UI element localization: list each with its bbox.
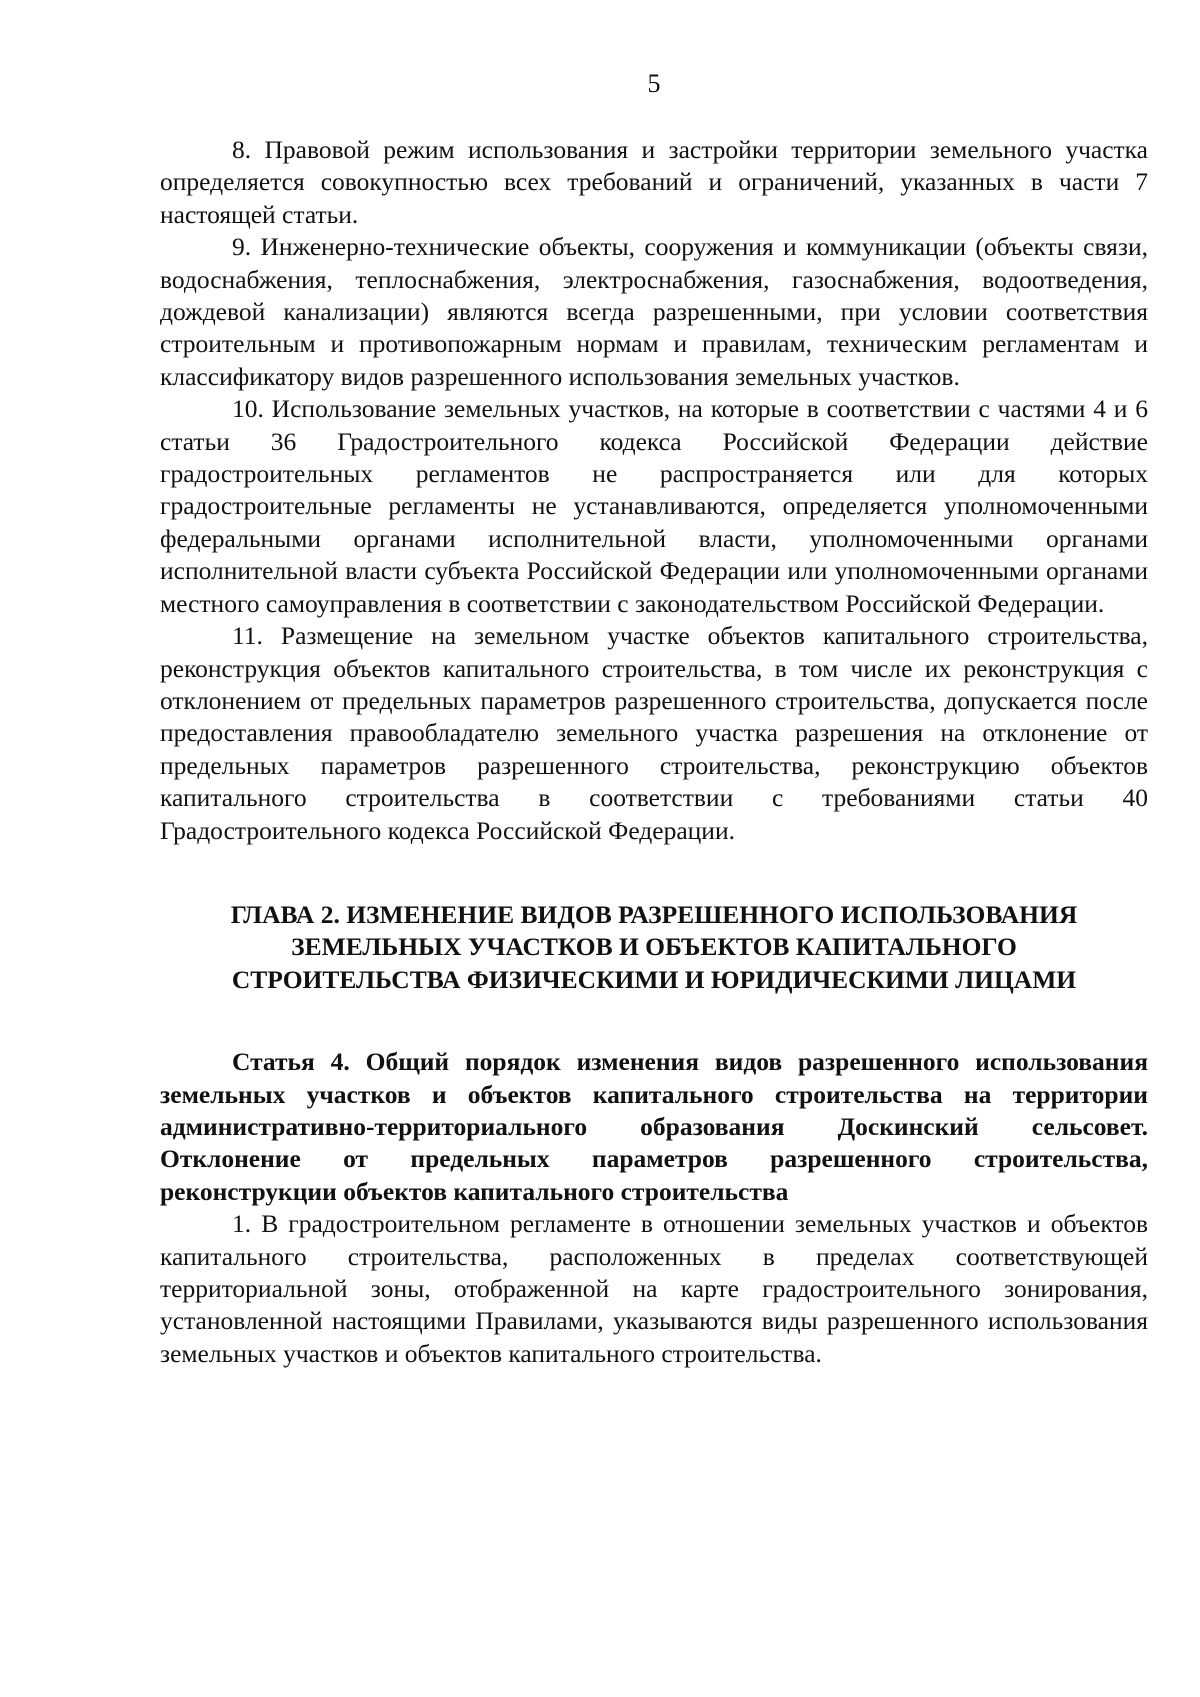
paragraph-10: 10. Использование земельных участков, на которые в соответствии с частями 4 и 6 статьи 36 Градостроительного кодекса Российской Федерации действие градостроительных регламентов не распространяется или для которых градостроительные регламенты не устанавливаются, определяется уполномоченными федеральными органами исполнительной власти, уполномоченными органами исполнительной власти субъекта Российской Федерации или уполномоченными органами местного самоуправления в соответствии с законодательством Российской Федерации. <box>160 394 1148 618</box>
chapter-heading <box>160 899 1148 996</box>
chapter-heading-line-3: СТРОИТЕЛЬСТВА ФИЗИЧЕСКИМИ И ЮРИДИЧЕСКИМИ ЛИЦАМИ <box>231 964 1077 994</box>
article-4-paragraph-1: 1. В градостроительном регламенте в отношении земельных участков и объектов капитального строительства, расположенных в пределах соответствующей территориальной зоны, отображенной на карте градостроительного зонирования, установленной настоящими Правилами, указываются виды разрешенного использования земельных участков и объектов капитального строительства. <box>160 1209 1148 1368</box>
article-heading: Статья 4. Общий порядок изменения видов разрешенного использования земельных участков и объектов капитального строительства на территории административно-территориального образования Доскинский сельсовет. Отклонение от предельных параметров разрешенного строительства, реконструкции объектов капитального строительства <box>160 1047 1148 1206</box>
chapter-heading-line-1: ГЛАВА 2. ИЗМЕНЕНИЕ ВИДОВ РАЗРЕШЕННОГО ИСПОЛЬЗОВАНИЯ <box>230 899 1078 929</box>
document-page <box>160 68 1148 1678</box>
page-number: 5 <box>647 69 661 98</box>
paragraph-9: 9. Инженерно-технические объекты, сооружения и коммуникации (объекты связи, водоснабжения, теплоснабжения, электроснабжения, газоснабжения, водоотведения, дождевой канализации) являются всегда разрешенными, при условии соответствия строительным и противопожарным нормам и правилам, техническим регламентам и классификатору видов разрешенного использования земельных участков. <box>160 232 1148 391</box>
paragraph-11: 11. Размещение на земельном участке объектов капитального строительства, реконструкция объектов капитального строительства, в том числе их реконструкция с отклонением от предельных параметров разрешенного строительства, допускается после предоставления правообладателю земельного участка разрешения на отклонение от предельных параметров разрешенного строительства, реконструкцию объектов капитального строительства в соответствии с требованиями статьи 40 Градостроительного кодекса Российской Федерации. <box>160 621 1148 845</box>
chapter-heading-line-2: ЗЕМЕЛЬНЫХ УЧАСТКОВ И ОБЪЕКТОВ КАПИТАЛЬНОГО <box>291 932 1017 962</box>
paragraph-8: 8. Правовой режим использования и застройки территории земельного участка определяется совокупностью всех требований и ограничений, указанных в части 7 настоящей статьи. <box>160 135 1148 229</box>
